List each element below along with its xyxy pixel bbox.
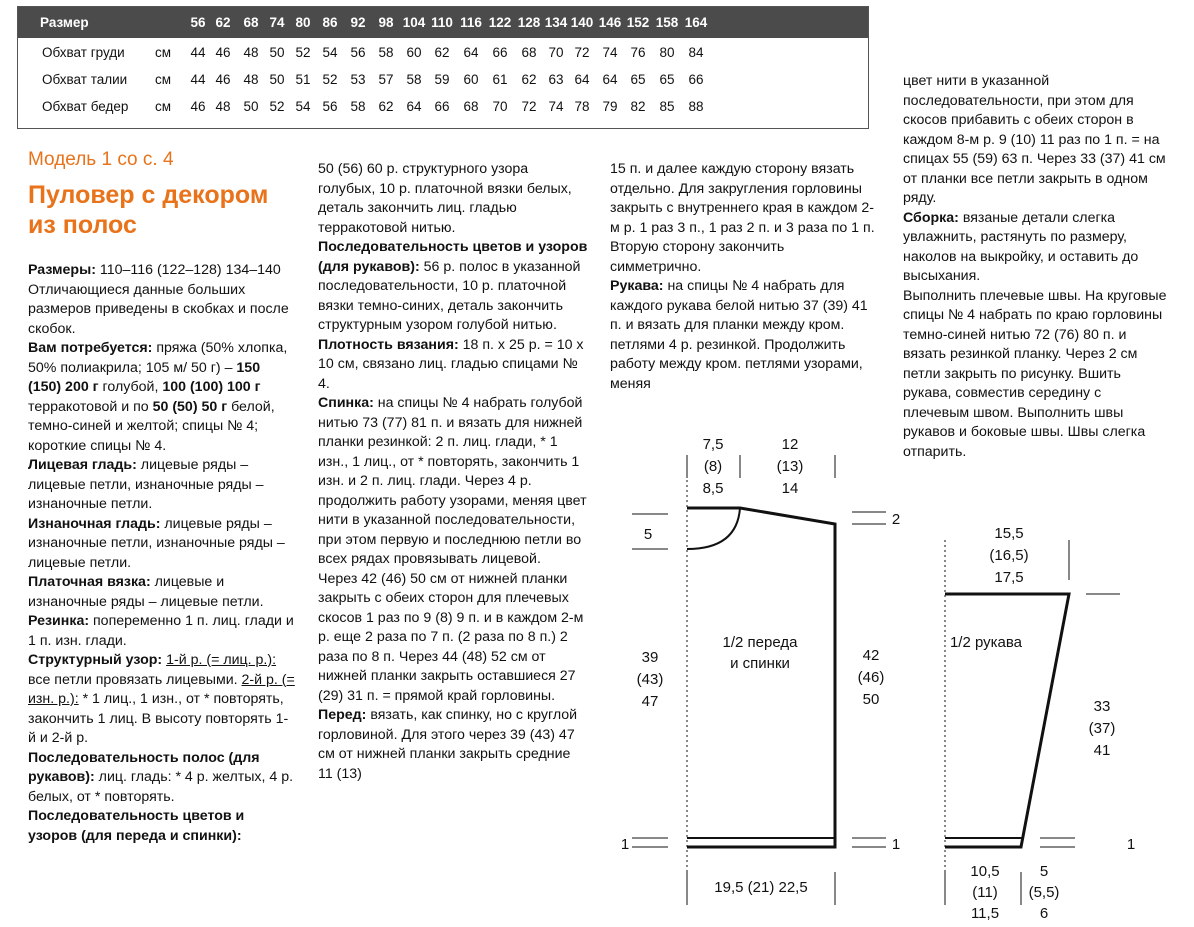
sequence-front-label: Последовательность цветов и узоров (для переда и спинки): — [28, 808, 245, 844]
table-cell: 66 — [434, 99, 450, 114]
sleeve-top-width-1: 15,5 — [994, 525, 1024, 542]
structure-row2: 2-й р. (= изн. р.): — [28, 671, 295, 707]
row-unit-1: см — [155, 72, 172, 87]
sleeve-bottom-width-1: 10,5 — [970, 863, 1000, 880]
table-cell: 53 — [350, 72, 366, 87]
back-label: Спинка: — [318, 395, 374, 411]
density-text: 18 п. х 25 р. = 10 х 10 см, связано лиц. гладью спицами № 4. — [318, 336, 584, 392]
garter-label: Платочная вязка: — [28, 574, 151, 590]
col3-paragraph-1: 15 п. и далее каждую сторону вязать отдельно. Для закругления горловины закрыть с внутреннего края в каждом 2-м р. 1 раз 3 п., 1 раз 2 п. и 3 раза по 1 п. Вторую сторону закончить симметрично. — [610, 161, 875, 275]
sequence-sleeve-label: Последовательность цветов и узоров (для рукавов): — [318, 239, 588, 275]
sleeve-incr-width-2: (5,5) — [1028, 884, 1060, 901]
materials-bold-2: 100 (100) 100 г — [162, 379, 261, 395]
materials-text-4: белой, темно-синей и желтой; спицы № 4; короткие спицы № 4. — [28, 398, 275, 454]
neck-width-3: 8,5 — [702, 480, 724, 497]
title-line-1: Пуловер с декором — [28, 181, 269, 209]
shoulder-slope: 2 — [891, 511, 901, 528]
table-cell: 79 — [602, 99, 618, 114]
row-label-1: Обхват талии — [42, 72, 128, 87]
table-cell: 46 — [215, 45, 231, 60]
sleeve-top-width-3: 17,5 — [994, 569, 1024, 586]
table-cell: 64 — [463, 45, 479, 60]
table-cell: 57 — [378, 72, 394, 87]
sleeve-height-3: 41 — [1093, 742, 1111, 759]
structure-row1: 1-й р. (= лиц. р.): — [166, 652, 277, 668]
table-cell: 44 — [190, 45, 206, 60]
materials-text-1: пряжа (50% хлопка, 50% полиакрила; 105 м/ 50 г) – — [28, 340, 288, 376]
table-cell: 62 — [434, 45, 450, 60]
table-cell: 58 — [378, 45, 394, 60]
model-reference: Модель 1 со с. 4 — [28, 149, 174, 170]
table-cell: 68 — [521, 45, 537, 60]
table-cell: 78 — [574, 99, 590, 114]
table-cell: 63 — [548, 72, 564, 87]
table-cell: 88 — [688, 99, 704, 114]
body-left-height-2: (43) — [636, 671, 664, 688]
table-cell: 48 — [243, 72, 259, 87]
table-cell: 80 — [659, 45, 675, 60]
table-cell: 74 — [602, 45, 618, 60]
table-cell: 82 — [630, 99, 646, 114]
body-label-2: и спинки — [730, 655, 790, 672]
body-rib-left: 1 — [620, 836, 630, 853]
size-header-5: 86 — [322, 15, 338, 30]
materials-text-3: терракотовой и по — [28, 398, 153, 415]
size-header-13: 134 — [544, 15, 568, 30]
table-cell: 64 — [602, 72, 618, 87]
rib-label: Резинка: — [28, 613, 90, 629]
assembly-label: Сборка: — [903, 209, 959, 226]
table-cell: 74 — [548, 99, 564, 114]
body-rib-right: 1 — [891, 836, 901, 853]
table-cell: 52 — [269, 99, 285, 114]
table-cell: 59 — [434, 72, 450, 87]
size-header-2: 68 — [243, 15, 259, 30]
neck-width-1: 7,5 — [702, 436, 724, 453]
row-label-0: Обхват груди — [42, 45, 125, 60]
stripes-label: Последовательность полос (для рукавов): — [28, 749, 260, 785]
table-cell: 54 — [322, 45, 338, 60]
size-header-16: 152 — [626, 15, 650, 30]
sleeve-height-2: (37) — [1088, 720, 1116, 737]
table-cell: 60 — [463, 72, 479, 87]
table-cell: 58 — [350, 99, 366, 114]
sleeve-label: 1/2 рукава — [949, 634, 1023, 651]
table-cell: 50 — [243, 99, 259, 114]
row-unit-0: см — [155, 45, 172, 60]
table-cell: 62 — [378, 99, 394, 114]
sleeves-text: на спицы № 4 набрать для каждого рукава белой нитью 37 (39) 41 п. и вязать для планки между кром. петлями 4 р. резинкой. Продолжить работу между кром. петлями узорами, меняя — [610, 278, 868, 392]
size-header-1: 62 — [215, 15, 231, 30]
body-right-height-3: 50 — [862, 691, 880, 708]
table-cell: 65 — [630, 72, 646, 87]
sleeve-rib: 1 — [1126, 836, 1136, 853]
row-label-2: Обхват бедер — [42, 99, 129, 114]
body-left-height-1: 39 — [641, 649, 659, 666]
size-header-14: 140 — [570, 15, 594, 30]
col4-paragraph-1: цвет нити в указанной последовательности, при этом для скосов прибавить с обеих сторон в каждом 8-м р. 9 (10) 11 раз по 1 п. = на спицах 55 (59) 63 п. Через 33 (37) 41 см от планки все петли закрыть в одном ряду. — [903, 73, 1166, 206]
back-text: на спицы № 4 набрать голубой нитью 73 (77) 81 п. и вязать для нижней планки резинкой: 2 п. лиц. глади, * 1 изн., 1 лиц., от * повторять, закончить 1 изн. и 2 п. лиц. глади. Через 4 р. продолжить работу узорами, меняя цвет нити в указанной последовательности, при этом первую и последнюю петли во всех рядах провязывать лицевой. — [318, 395, 587, 567]
table-cell: 65 — [659, 72, 675, 87]
size-header-9: 110 — [431, 15, 453, 30]
stripes-text: лиц. гладь: * 4 р. желтых, 4 р. белых, от * повторять. — [28, 769, 294, 805]
size-header-8: 104 — [402, 15, 426, 30]
reverse-text: лицевые ряды – изнаночные петли, изнаночные ряды – лицевые петли. — [28, 515, 285, 571]
table-cell: 72 — [521, 99, 537, 114]
table-cell: 61 — [492, 72, 508, 87]
table-cell: 48 — [243, 45, 259, 60]
size-header-12: 128 — [517, 15, 541, 30]
table-cell: 66 — [688, 72, 704, 87]
size-header-4: 80 — [295, 15, 311, 30]
shoulder-width-3: 14 — [781, 480, 799, 497]
table-cell: 68 — [463, 99, 479, 114]
table-cell: 52 — [322, 72, 338, 87]
density-label: Плотность вязания: — [318, 336, 459, 353]
sleeve-incr-width-3: 6 — [1039, 905, 1049, 922]
stockinette-label: Лицевая гладь: — [28, 457, 137, 473]
structure-label: Структурный узор: — [28, 652, 163, 668]
col2-paragraph-1: 50 (56) 60 р. структурного узора голубых, 10 р. платочной вязки белых, деталь закончить лиц. гладью терракотовой нитью. — [318, 161, 572, 236]
materials-text-2: голубой, — [98, 379, 163, 395]
size-header-17: 158 — [655, 15, 679, 30]
sleeve-top-width-2: (16,5) — [989, 547, 1029, 564]
materials-bold-1: 150 (150) 200 г — [28, 359, 261, 395]
body-width: 19,5 (21) 22,5 — [714, 879, 808, 896]
materials-label: Вам потребуется: — [28, 340, 153, 356]
size-header-6: 92 — [350, 15, 366, 30]
sleeve-piece-outline — [945, 594, 1069, 847]
table-cell: 85 — [659, 99, 675, 114]
size-header-10: 116 — [460, 15, 482, 30]
materials-bold-3: 50 (50) 50 г — [152, 398, 228, 415]
table-cell: 44 — [190, 72, 206, 87]
garter-text: лицевые и изнаночные ряды – лицевые петли. — [28, 574, 264, 610]
table-cell: 76 — [630, 45, 646, 60]
table-cell: 56 — [350, 45, 366, 60]
table-cell: 62 — [521, 72, 537, 87]
shoulder-width-2: (13) — [776, 458, 804, 475]
table-cell: 84 — [688, 45, 704, 60]
structure-text-2: * 1 лиц., 1 изн., от * повторять, закончить 1 лиц. В высоту повторять 1-й и 2-й р. — [28, 691, 289, 746]
body-right-height-1: 42 — [862, 647, 880, 664]
table-cell: 66 — [492, 45, 508, 60]
row-unit-2: см — [155, 99, 172, 114]
table-cell: 60 — [406, 45, 422, 60]
size-header-15: 146 — [598, 15, 622, 30]
sleeve-bottom-width-2: (11) — [972, 884, 998, 901]
body-piece-outline — [687, 508, 835, 847]
sizes-text: 110–116 (122–128) 134–140 Отличающиеся данные больших размеров приведены в скобках и после скобок. — [28, 262, 289, 337]
table-cell: 72 — [574, 45, 590, 60]
neck-width-2: (8) — [703, 458, 723, 475]
title-line-2: из полос — [28, 211, 137, 239]
table-cell: 54 — [295, 99, 311, 114]
table-cell: 64 — [406, 99, 422, 114]
sleeves-label: Рукава: — [610, 278, 664, 294]
sleeve-incr-width-1: 5 — [1039, 863, 1049, 880]
table-cell: 51 — [295, 72, 311, 87]
table-cell: 56 — [322, 99, 338, 114]
size-header-7: 98 — [378, 15, 394, 30]
front-label: Перед: — [318, 707, 367, 723]
back-paragraph-2: Через 42 (46) 50 см от нижней планки закрыть с обеих сторон для плечевых скосов 1 раз по 9 (8) 9 п. и в каждом 2-м р. еще 2 раза по 7 п. (2 раза по 8 п.) 2 раза по 8 п. Через 44 (48) 52 см от нижней планки закрыть оставшиеся 27 (29) 31 п. = прямой край горловины. — [318, 570, 584, 704]
front-text: вязать, как спинку, но с круглой горловиной. Для этого через 39 (43) 47 см от нижней планки закрыть средние 11 (13) — [318, 707, 578, 782]
size-header-3: 74 — [269, 15, 285, 30]
table-cell: 46 — [215, 72, 231, 87]
neck-depth: 5 — [643, 526, 653, 543]
stockinette-text: лицевые ряды – лицевые петли, изнаночные ряды – изнаночные петли. — [28, 457, 264, 512]
size-header-label: Размер — [40, 15, 89, 30]
table-cell: 50 — [269, 45, 285, 60]
structure-text-1: все петли провязать лицевыми. — [28, 671, 242, 688]
table-cell: 46 — [190, 99, 206, 114]
table-cell: 52 — [295, 45, 311, 60]
sleeve-bottom-width-3: 11,5 — [970, 905, 1000, 922]
body-neck-curve — [687, 508, 740, 549]
col4-paragraph-3: Выполнить плечевые швы. На круговые спицы № 4 набрать по краю горловины темно-синей нитью 72 (76) 80 п. и вязать резинкой планку. Через 2 см петли закрыть по рисунку. Вшить рукава, совместив середину с плечевым швом. Выполнить швы рукавов и боковые швы. Швы слегка отпарить. — [903, 287, 1167, 460]
reverse-label: Изнаночная гладь: — [28, 515, 161, 532]
shoulder-width-1: 12 — [781, 436, 799, 453]
sizes-label: Размеры: — [28, 262, 96, 278]
size-header-0: 56 — [190, 15, 206, 30]
table-cell: 64 — [574, 72, 590, 87]
table-cell: 70 — [492, 99, 508, 114]
sleeve-height-1: 33 — [1093, 698, 1111, 715]
size-header-11: 122 — [488, 15, 512, 30]
table-cell: 50 — [269, 72, 285, 87]
table-cell: 70 — [548, 45, 564, 60]
body-left-height-3: 47 — [641, 693, 659, 710]
sequence-sleeve-text: 56 р. полос в указанной последовательности, 10 р. платочной вязки темно-синих, деталь закончить структурным узором голубой нитью. — [318, 258, 581, 333]
rib-text: попеременно 1 п. лиц. глади и 1 п. изн. глади. — [28, 613, 294, 649]
table-cell: 48 — [215, 99, 231, 114]
body-right-height-2: (46) — [857, 669, 885, 686]
size-header-18: 164 — [684, 15, 708, 30]
assembly-text: вязаные детали слегка увлажнить, растянуть по размеру, наколов на выкройку, и оставить до высыхания. — [903, 209, 1139, 284]
table-cell: 58 — [406, 72, 422, 87]
body-label-1: 1/2 переда — [722, 634, 798, 651]
